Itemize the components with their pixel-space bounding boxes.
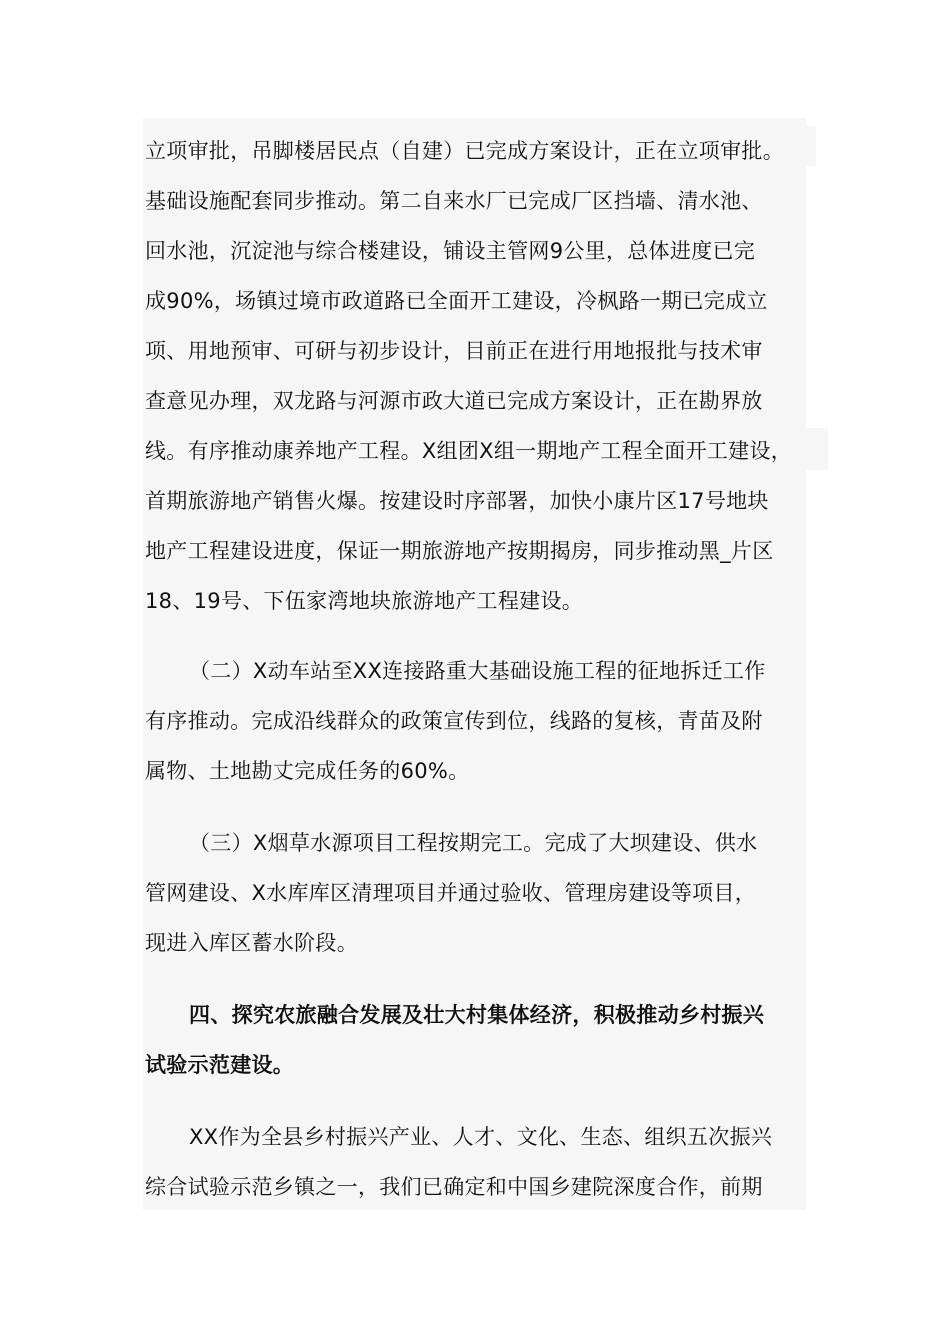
section-heading-line: 四、探究农旅融合发展及壮大村集体经济，积极推动乡村振兴 xyxy=(189,1003,765,1027)
text-line: 综合试验示范乡镇之一，我们已确定和中国乡建院深度合作，前期 xyxy=(145,1175,763,1199)
text-line: 成90%，场镇过境市政道路已全面开工建设，冷枫路一期已完成立 xyxy=(145,289,768,313)
text-line: 线。有序推动康养地产工程。X组团X组一期地产工程全面开工建设， xyxy=(145,439,793,463)
highlight-extension xyxy=(806,126,816,166)
highlight-extension xyxy=(806,428,828,470)
text-line: 管网建设、X水库库区清理项目并通过验收、管理房建设等项目， xyxy=(145,881,757,905)
text-line: 项、用地预审、可研与初步设计，目前正在进行用地报批与技术审 xyxy=(145,339,763,363)
text-line: 首期旅游地产销售火爆。按建设时序部署，加快小康片区17号地块 xyxy=(145,489,769,513)
paragraph-start-line: （二）X动车站至XX连接路重大基础设施工程的征地拆迁工作 xyxy=(189,659,766,683)
text-line: 地产工程建设进度，保证一期旅游地产按期揭房，同步推动黑_片区 xyxy=(145,539,774,563)
paragraph-start-line: （三）X烟草水源项目工程按期完工。完成了大坝建设、供水 xyxy=(189,831,758,855)
text-line: 属物、土地勘丈完成任务的60%。 xyxy=(145,759,470,783)
paragraph-start-line: XX作为全县乡村振兴产业、人才、文化、生态、组织五次振兴 xyxy=(189,1125,773,1149)
text-line: 有序推动。完成沿线群众的政策宣传到位，线路的复核，青苗及附 xyxy=(145,709,763,733)
text-line: 回水池，沉淀池与综合楼建设，铺设主管网9公里，总体进度已完 xyxy=(145,239,756,263)
text-line: 18、19号、下伍家湾地块旅游地产工程建设。 xyxy=(145,589,584,613)
section-heading-line: 试验示范建设。 xyxy=(145,1053,295,1077)
text-line: 基础设施配套同步推动。第二自来水厂已完成厂区挡墙、清水池、 xyxy=(145,189,763,213)
text-line: 现进入库区蓄水阶段。 xyxy=(145,931,358,955)
text-line: 查意见办理，双龙路与河源市政大道已完成方案设计，正在勘界放 xyxy=(145,389,763,413)
text-line: 立项审批，吊脚楼居民点（自建）已完成方案设计，正在立项审批。 xyxy=(145,139,784,163)
